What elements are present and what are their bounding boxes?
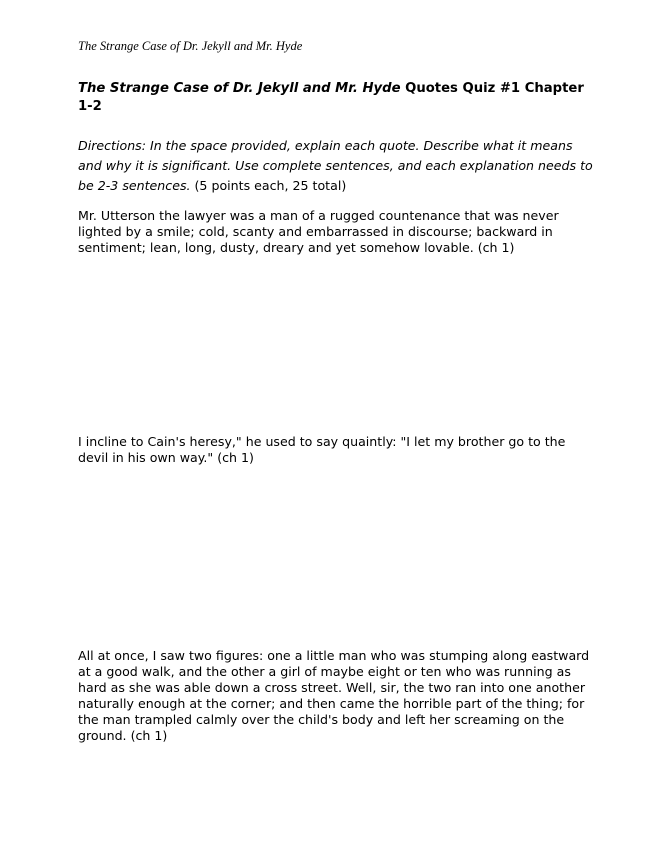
quiz-title-work: The Strange Case of Dr. Jekyll and Mr. Hyde	[78, 81, 401, 96]
directions-text: Directions: In the space provided, explain each quote. Describe what it means and why it is significant. Use complete sentences, and each explanation needs to be 2-3 sentences.	[78, 138, 593, 193]
directions	[78, 136, 598, 196]
quiz-title-rest: Quotes Quiz #1 Chapter 1-2	[78, 81, 584, 114]
quiz-title	[78, 80, 588, 116]
running-header: The Strange Case of Dr. Jekyll and Mr. Hyde	[78, 39, 303, 53]
directions-points: (5 points each, 25 total)	[190, 178, 347, 193]
quote-3: All at once, I saw two figures: one a little man who was stumping along eastward at a good walk, and the other a girl of maybe eight or ten who was running as hard as she was able down a cross street. Well, sir, the two ran into one another naturally enough at the corner; and then came the horrible part of the thing; for the man trampled calmly over the child's body and left her screaming on the ground. (ch 1)	[78, 648, 590, 743]
quote-1: Mr. Utterson the lawyer was a man of a rugged countenance that was never lighted by a smile; cold, scanty and embarrassed in discourse; backward in sentiment; lean, long, dusty, dreary and yet somehow lovable. (ch 1)	[78, 208, 559, 255]
quote-2: I incline to Cain's heresy," he used to say quaintly: "I let my brother go to the devil in his own way." (ch 1)	[78, 434, 566, 465]
